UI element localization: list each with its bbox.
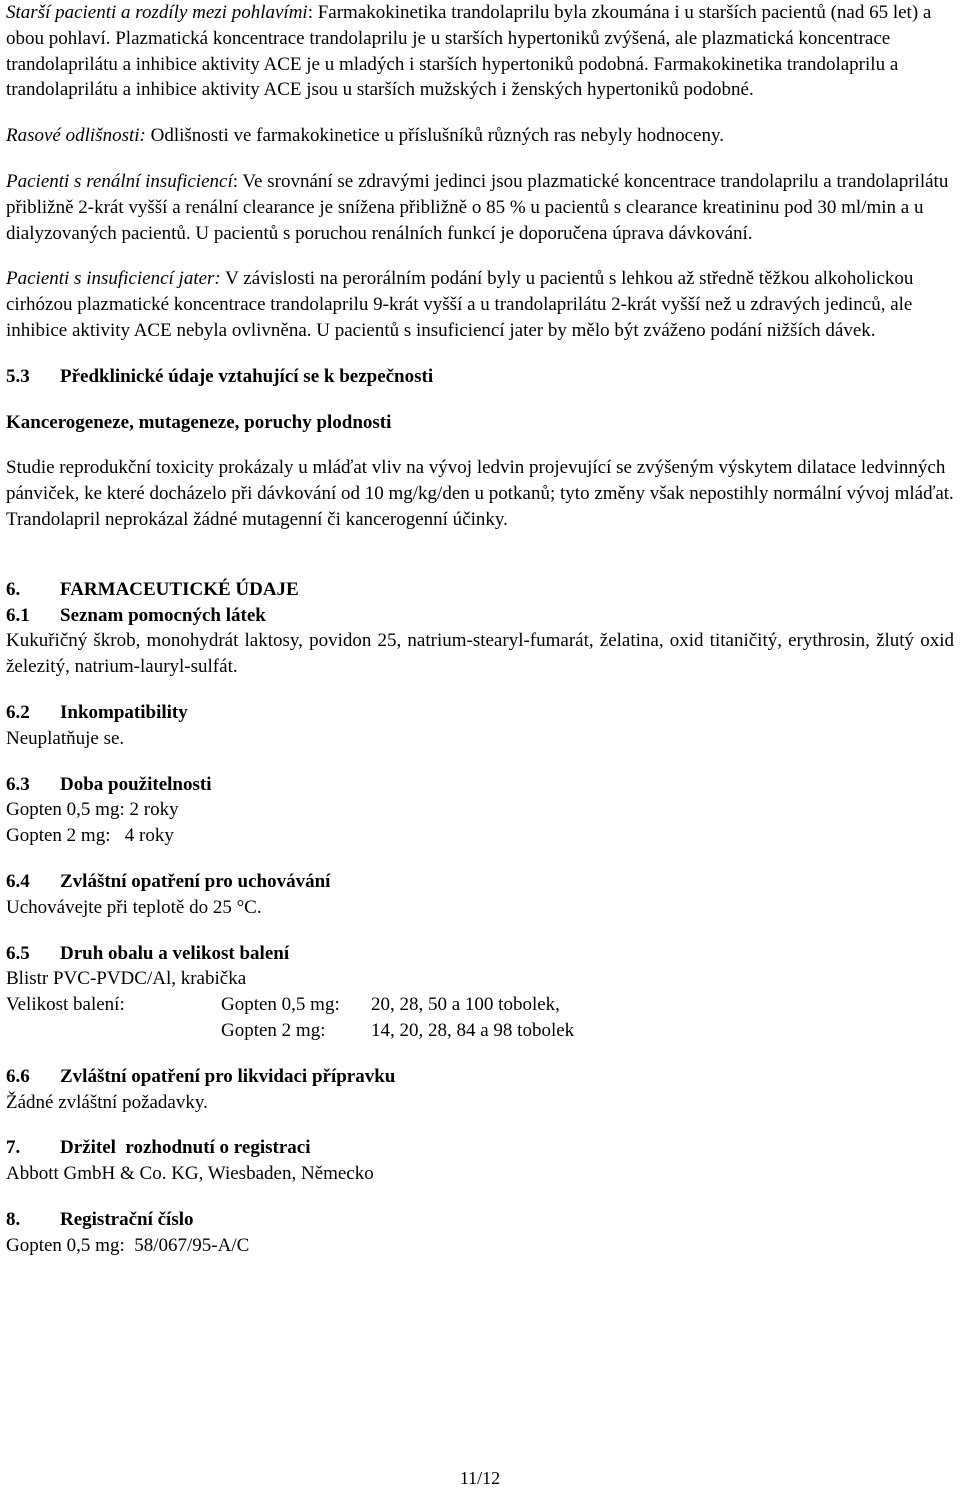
renal-text: : Ve srovnání se zdravými jedinci jsou plazmatické koncentrace trandolaprilu a trandolaprilátu přibližně 2-krát vyšší a renální clearance je snížena přibližně o 85 % u pacientů s clearance kreatininu pod 30 ml/min a u dialyzovaných pacientů. U pacientů s poruchou renálních funkcí je doporučena úprava dávkování. xyxy=(6,170,949,244)
disposal-text: Žádné zvláštní požadavky. xyxy=(6,1091,208,1113)
section-6-3-heading: 6.3 Doba použitelnosti xyxy=(6,773,212,795)
liver-paragraph xyxy=(6,266,954,343)
container-text: Blistr PVC-PVDC/Al, krabička xyxy=(6,968,247,990)
storage-text: Uchovávejte při teplotě do 25 °C. xyxy=(6,896,262,918)
race-text: Odlišnosti ve farmakokinetice u příslušníků různých ras nebyly hodnoceny. xyxy=(145,125,724,147)
pack-sizes-1: 20, 28, 50 a 100 tobolek, xyxy=(371,994,560,1016)
pack-product-2: Gopten 2 mg: xyxy=(221,1019,326,1041)
elderly-text: : Farmakokinetika trandolaprilu byla zkoumána i u starších pacientů (nad 65 let) a obou pohlaví. Plazmatická koncentrace trandolaprilu je u starších hypertoniků zvýšená, ale plazmatická koncentrace trandolaprilátu a inhibice aktivity ACE je u mladých i starších hypertoniků podobná. Farmakokinetika trandolaprilu a trandolaprilátu a inhibice aktivity ACE jsou u starších mužských i ženských hypertoniků podobné. xyxy=(6,2,932,101)
section-5-3-heading: 5.3 Předklinické údaje vztahující se k bezpečnosti xyxy=(6,365,434,387)
section-6-2-heading: 6.2 Inkompatibility xyxy=(6,701,188,723)
liver-text: V závislosti na perorálním podání byly u pacientů s lehkou až středně těžkou alkoholickou cirhózou plazmatické koncentrace trandolaprilu 9-krát vyšší a u trandolaprilátu 2-krát vyšší než u zdravých jedinců, ale inhibice aktivity ACE nebyla ovlivněna. U pacientů s insuficiencí jater by mělo být zváženo podání nižších dávek. xyxy=(6,268,914,341)
section-7-heading: 7. Držitel rozhodnutí o registraci xyxy=(6,1137,311,1159)
section-8-heading: 8. Registrační číslo xyxy=(6,1208,194,1230)
race-label: Rasové odlišnosti: xyxy=(6,125,146,147)
shelf-life-line-1: Gopten 0,5 mg: 2 roky xyxy=(6,799,179,821)
pack-product-1: Gopten 0,5 mg: xyxy=(221,994,340,1016)
liver-label: Pacienti s insuficiencí jater: xyxy=(6,268,221,290)
document-page xyxy=(6,0,954,1258)
page-number: 11/12 xyxy=(459,1468,501,1488)
toxicity-paragraph: Studie reprodukční toxicity prokázaly u mláďat vliv na vývoj ledvin projevující se zvýšeným výskytem dilatace ledvinných pánviček, ke které docházelo při dávkování od 10 mg/kg/den u potkanů; tyto změny však nepostihly normální vývoj mláďat. Trandolapril neprokázal žádné mutagenní či kancerogenní účinky. xyxy=(6,457,954,530)
excipients-text: Kukuřičný škrob, monohydrát laktosy, povidon 25, natrium-stearyl-fumarát, želatina, oxid titaničitý, erythrosin, žlutý oxid železitý, natrium-lauryl-sulfát. xyxy=(6,630,954,678)
shelf-life-line-2: Gopten 2 mg: 4 roky xyxy=(6,825,174,847)
section-6-heading: 6. FARMACEUTICKÉ ÚDAJE xyxy=(6,578,299,600)
race-paragraph xyxy=(6,123,954,149)
renal-paragraph xyxy=(6,169,954,246)
renal-label: Pacienti s renální insuficiencí xyxy=(6,170,233,192)
registration-number-text: Gopten 0,5 mg: 58/067/95-A/C xyxy=(6,1234,250,1256)
section-6-5-heading: 6.5 Druh obalu a velikost balení xyxy=(6,942,290,964)
pack-sizes-2: 14, 20, 28, 84 a 98 tobolek xyxy=(371,1019,575,1041)
pack-size-row-2 xyxy=(6,1018,954,1044)
elderly-label: Starší pacienti a rozdíly mezi pohlavími xyxy=(6,2,308,23)
holder-text: Abbott GmbH & Co. KG, Wiesbaden, Německo xyxy=(6,1163,374,1185)
section-6-1-heading: 6.1 Seznam pomocných látek xyxy=(6,604,266,626)
carcinogenesis-subheading: Kancerogeneze, mutageneze, poruchy plodnosti xyxy=(6,411,392,433)
section-6-6-heading: 6.6 Zvláštní opatření pro likvidaci přípravku xyxy=(6,1065,396,1087)
pack-size-row-1 xyxy=(6,992,954,1018)
pack-size-label: Velikost balení: xyxy=(6,994,125,1016)
incompatibility-text: Neuplatňuje se. xyxy=(6,727,125,749)
elderly-paragraph xyxy=(6,0,954,103)
section-6-4-heading: 6.4 Zvláštní opatření pro uchovávání xyxy=(6,870,331,892)
